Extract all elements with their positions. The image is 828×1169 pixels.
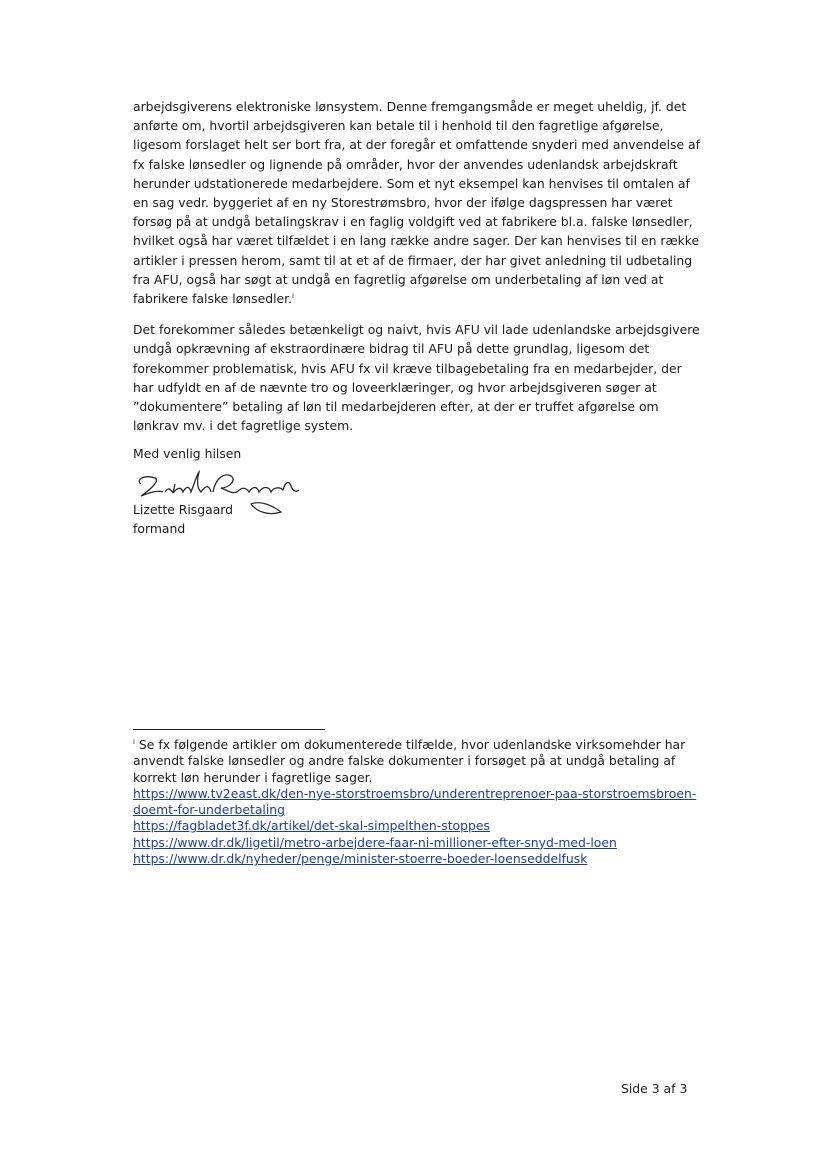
page-number: Side 3 af 3 bbox=[621, 1081, 688, 1096]
footnote-link-dr-nyheder[interactable]: https://www.dr.dk/nyheder/penge/minister-stoerre-boeder-loenseddelfusk bbox=[133, 851, 588, 867]
footnote-marker: i bbox=[133, 737, 135, 746]
paragraph: Det forekommer således betænkeligt og naivt, hvis AFU vil lade udenlandske arbejdsgivere undgå opkrævning af ekstraordinære bidrag til AFU på dette grundlag, ligesom det forekommer problematisk, hvis AFU fx vil kræve tilbagebetaling fra en medarbejder, der har udfyldt en af de nævnte tro og loveerklæringer, og hvor arbejdsgiveren søger at ”dokumentere” betaling af løn til medarbejderen efter, at der er truffet afgørelse om lønkrav mv. i det fagretlige system. bbox=[133, 322, 700, 434]
body-text bbox=[133, 97, 701, 447]
footnote-link-dr-ligetil[interactable]: https://www.dr.dk/ligetil/metro-arbejdere-faar-ni-millioner-efter-snyd-med-loen bbox=[133, 834, 617, 850]
signer-block bbox=[133, 500, 233, 538]
footnote-text bbox=[133, 737, 698, 786]
signer-title: formand bbox=[133, 521, 186, 537]
paragraph bbox=[133, 97, 701, 308]
footnote bbox=[133, 737, 698, 867]
closing-salutation: Med venlig hilsen bbox=[133, 446, 242, 461]
footnote-reference[interactable]: i bbox=[292, 291, 294, 300]
footnote-link-tv2east[interactable]: https://www.tv2east.dk/den-nye-storstroemsbro/underentreprenoer-paa-storstroemsbroen-doemt-for-underbetaling bbox=[133, 785, 697, 818]
paragraph-text: arbejdsgiverens elektroniske lønsystem. Denne fremgangsmåde er meget uheldig, jf. det anførte om, hvortil arbejdsgiveren kan betale til i henhold til den fagretlige afgørelse, ligesom forslaget helt ser bort fra, at der foregår et omfattende snyderi med anvendelse af fx falske lønsedler og lignende på områder, hvor der anvendes udenlandsk arbejdskraft herunder udstationerede medarbejdere. Som et nyt eksempel kan henvises til omtalen af en sag vedr. byggeriet af en ny Storestrømsbro, hvor der ifølge dagspressen har været forsøg på at undgå betalingskrav i en faglig voldgift ved at fabrikere bl.a. falske lønsedler, hvilket også har været tilfældet i en lang række andre sager. Der kan henvises til en række artikler i pressen herom, samt til at et af de firmaer, der har givet anledning til udbetaling fra AFU, også har søgt at undgå en fagretlig afgørelse om underbetaling af løn ved at fabrikere falske lønsedler. bbox=[133, 99, 701, 307]
footnote-link-fagbladet3f[interactable]: https://fagbladet3f.dk/artikel/det-skal-simpelthen-stoppes bbox=[133, 818, 490, 834]
footnote-body: Se fx følgende artikler om dokumenterede tilfælde, hvor udenlandske virksomehder har anvendt falske lønsedler og andre falske dokumenter i forsøget på at undgå betaling af korrekt løn herunder i fagretlige sager. bbox=[133, 737, 686, 785]
footnote-separator bbox=[133, 729, 325, 730]
signer-name: Lizette Risgaard bbox=[133, 502, 234, 517]
